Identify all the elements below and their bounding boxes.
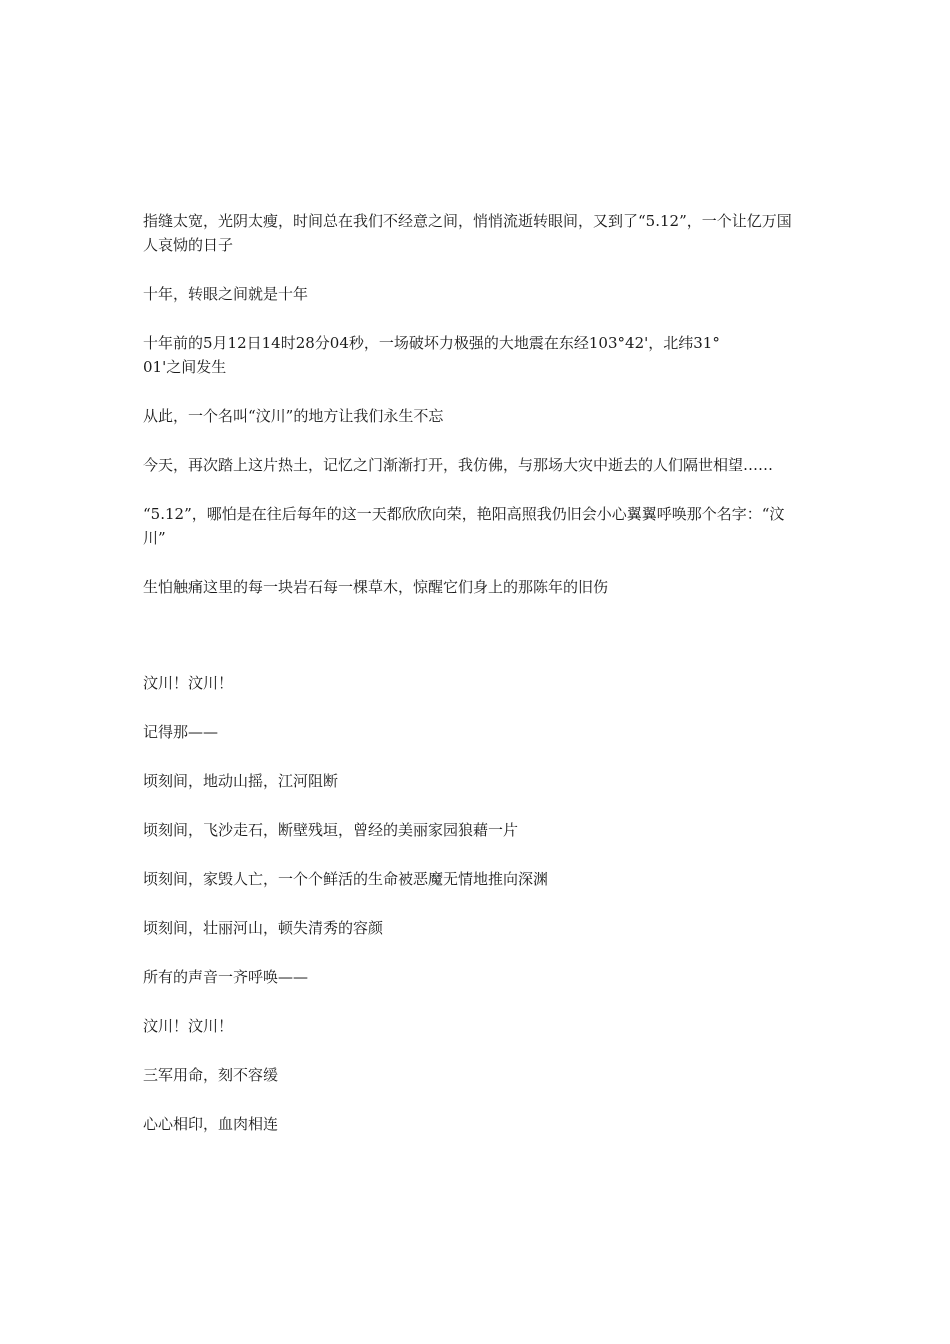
paragraph-moment-4: 顷刻间，壮丽河山，顿失清秀的容颜 <box>143 919 384 937</box>
paragraph-army: 三军用命，刻不容缓 <box>143 1066 279 1084</box>
paragraph-hearts: 心心相印，血肉相连 <box>143 1115 279 1133</box>
paragraph-all-voices: 所有的声音一齐呼唤—— <box>143 968 309 986</box>
paragraph-wenchuan-call-2: 汶川！汶川！ <box>143 1017 234 1035</box>
paragraph-five-twelve: “5.12”，哪怕是在往后每年的这一天都欣欣向荣，艳阳高照我仍旧会小心翼翼呼唤那个名字：“汶川” <box>143 505 785 547</box>
paragraph-moment-1: 顷刻间，地动山摇，江河阻断 <box>143 772 339 790</box>
document-body <box>143 209 805 1161</box>
paragraph-intro: 指缝太宽，光阴太瘦，时间总在我们不经意之间，悄悄流逝转眼间，又到了“5.12”，一个让亿万国人哀恸的日子 <box>143 212 792 254</box>
blank-line <box>143 624 805 671</box>
paragraph-ten-years: 十年，转眼之间就是十年 <box>143 285 309 303</box>
paragraph-remember: 记得那—— <box>143 723 219 741</box>
paragraph-moment-3: 顷刻间，家毁人亡，一个个鲜活的生命被恶魔无情地推向深渊 <box>143 870 549 888</box>
paragraph-wenchuan-name: 从此，一个名叫“汶川”的地方让我们永生不忘 <box>143 407 444 425</box>
paragraph-earthquake-time: 十年前的5月12日14时28分04秒，一场破坏力极强的大地震在东经103°42'，北纬31° <box>143 334 720 352</box>
paragraph-moment-2: 顷刻间，飞沙走石，断壁残垣，曾经的美丽家园狼藉一片 <box>143 821 519 839</box>
paragraph-wenchuan-call: 汶川！汶川！ <box>143 674 234 692</box>
paragraph-today: 今天，再次踏上这片热土，记忆之门渐渐打开，我仿佛，与那场大灾中逝去的人们隔世相望…… <box>143 456 774 474</box>
paragraph-old-wounds: 生怕触痛这里的每一块岩石每一棵草木，惊醒它们身上的那陈年的旧伤 <box>143 578 609 596</box>
paragraph-earthquake-location: 01'之间发生 <box>143 358 227 376</box>
